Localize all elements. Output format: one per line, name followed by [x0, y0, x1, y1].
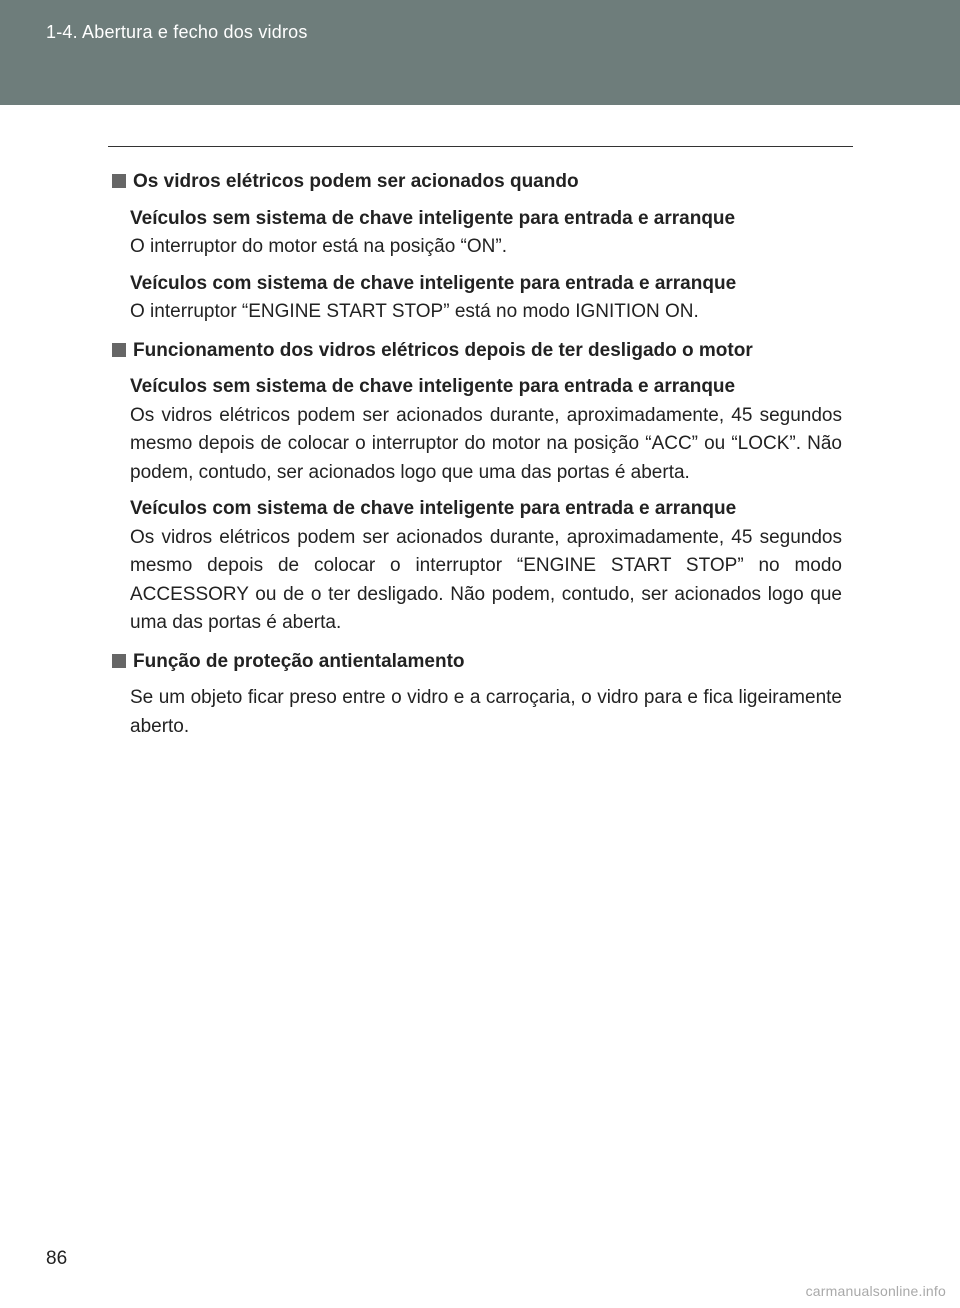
section-title: 1-4. Abertura e fecho dos vidros	[46, 22, 308, 42]
section-heading: Função de proteção antientalamento	[112, 648, 842, 677]
watermark: carmanualsonline.info	[805, 1283, 946, 1299]
square-bullet-icon	[112, 174, 126, 188]
item-block	[130, 495, 842, 638]
item-block	[130, 373, 842, 487]
paragraph: O interruptor do motor está na posição “ON”.	[130, 236, 507, 257]
paragraph: O interruptor “ENGINE START STOP” está no modo IGNITION ON.	[130, 301, 699, 322]
page-number: 86	[46, 1248, 68, 1269]
section-heading: Funcionamento dos vidros elétricos depois de ter desligado o motor	[112, 337, 842, 366]
divider	[108, 146, 853, 147]
item-block	[130, 684, 842, 741]
square-bullet-icon	[112, 654, 126, 668]
sub-heading: Veículos sem sistema de chave inteligente para entrada e arranque	[130, 376, 736, 397]
section-after-engine-off	[112, 337, 842, 638]
content	[112, 168, 842, 741]
header-band	[0, 0, 960, 105]
item-block	[130, 205, 842, 262]
paragraph: Os vidros elétricos podem ser acionados durante, aproximadamente, 45 segundos mesmo depois de colocar o interruptor do motor na posição “ACC” ou “LOCK”. Não podem, contudo, ser acionados logo que uma das portas é aberta.	[130, 404, 842, 483]
square-bullet-icon	[112, 343, 126, 357]
paragraph: Os vidros elétricos podem ser acionados durante, aproximadamente, 45 segundos mesmo depois de colocar o interruptor “ENGINE START STOP” no modo ACCESSORY ou de o ter desligado. Não podem, contudo, ser acionados logo que uma das portas é aberta.	[130, 526, 842, 633]
paragraph: Se um objeto ficar preso entre o vidro e a carroçaria, o vidro para e fica ligeiramente aberto.	[130, 687, 842, 737]
item-block	[130, 270, 842, 327]
sub-heading: Veículos sem sistema de chave inteligente para entrada e arranque	[130, 207, 736, 229]
section-power-windows	[112, 168, 842, 327]
section-jam-protection	[112, 648, 842, 742]
section-heading: Os vidros elétricos podem ser acionados quando	[112, 168, 842, 197]
sub-heading: Veículos com sistema de chave inteligente para entrada e arranque	[130, 272, 737, 294]
sub-heading: Veículos com sistema de chave inteligente para entrada e arranque	[130, 498, 737, 519]
